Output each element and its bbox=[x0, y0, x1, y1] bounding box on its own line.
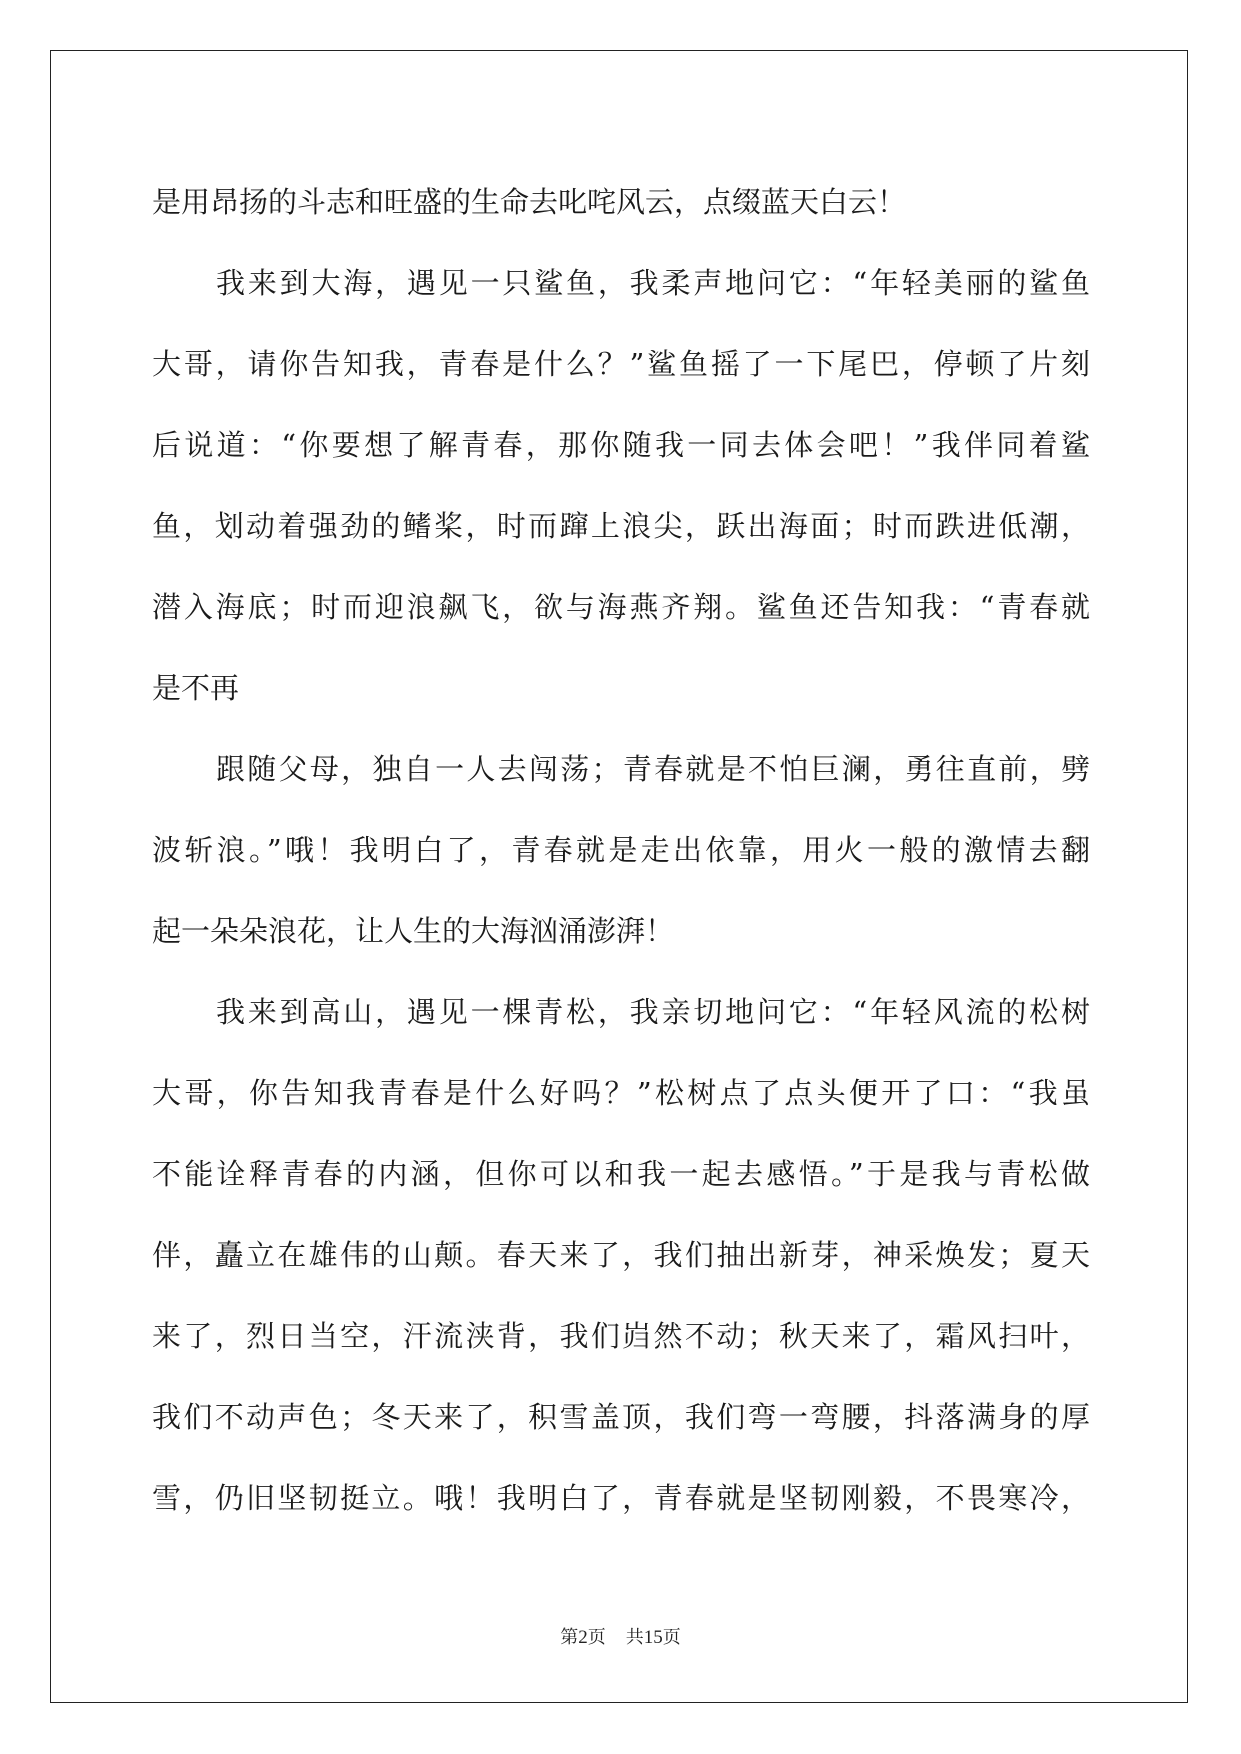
text-line: 我来到高山，遇见一棵青松，我亲切地问它：“年轻风流的松树 bbox=[216, 995, 1090, 1029]
footer-total-pages: 15 bbox=[643, 1627, 663, 1648]
footer-page-number: 2 bbox=[578, 1627, 588, 1648]
text-line: 我来到大海，遇见一只鲨鱼，我柔声地问它：“年轻美丽的鲨鱼 bbox=[216, 266, 1090, 300]
text-line: 大哥，你告知我青春是什么好吗？”松树点了点头便开了口：“我虽 bbox=[152, 1076, 1090, 1110]
text-line: 我们不动声色；冬天来了，积雪盖顶，我们弯一弯腰，抖落满身的厚 bbox=[152, 1400, 1090, 1434]
text-line: 是不再 bbox=[152, 671, 240, 705]
text-line: 伴，矗立在雄伟的山颠。春天来了，我们抽出新芽，神采焕发；夏天 bbox=[152, 1238, 1090, 1272]
text-line: 来了，烈日当空，汗流浃背，我们岿然不动；秋天来了，霜风扫叶， bbox=[152, 1319, 1090, 1353]
footer-page-prefix: 第 bbox=[560, 1627, 579, 1648]
footer-total-prefix: 共 bbox=[625, 1627, 644, 1648]
text-line: 雪，仍旧坚韧挺立。哦！我明白了，青春就是坚韧刚毅，不畏寒冷， bbox=[152, 1481, 1090, 1515]
text-line: 后说道：“你要想了解青春，那你随我一同去体会吧！”我伴同着鲨 bbox=[152, 428, 1090, 462]
footer-total-suffix: 页 bbox=[662, 1627, 681, 1648]
document-body bbox=[152, 162, 1090, 1539]
text-line: 是用昂扬的斗志和旺盛的生命去叱咤风云，点缀蓝天白云！ bbox=[152, 185, 907, 219]
text-line: 鱼，划动着强劲的鳍桨，时而蹿上浪尖，跃出海面；时而跌进低潮， bbox=[152, 509, 1090, 543]
footer-page-suffix: 页 bbox=[587, 1627, 606, 1648]
text-line: 潜入海底；时而迎浪飙飞，欲与海燕齐翔。鲨鱼还告知我：“青春就 bbox=[152, 590, 1090, 624]
text-line: 波斩浪。”哦！我明白了，青春就是走出依靠，用火一般的激情去翻 bbox=[152, 833, 1090, 867]
text-line: 不能诠释青春的内涵，但你可以和我一起去感悟。”于是我与青松做 bbox=[152, 1157, 1090, 1191]
text-line: 起一朵朵浪花，让人生的大海汹涌澎湃！ bbox=[152, 914, 675, 948]
text-line: 跟随父母，独自一人去闯荡；青春就是不怕巨澜，勇往直前，劈 bbox=[216, 752, 1090, 786]
text-line: 大哥，请你告知我，青春是什么？”鲨鱼摇了一下尾巴，停顿了片刻 bbox=[152, 347, 1090, 381]
page-footer bbox=[0, 1623, 1241, 1649]
